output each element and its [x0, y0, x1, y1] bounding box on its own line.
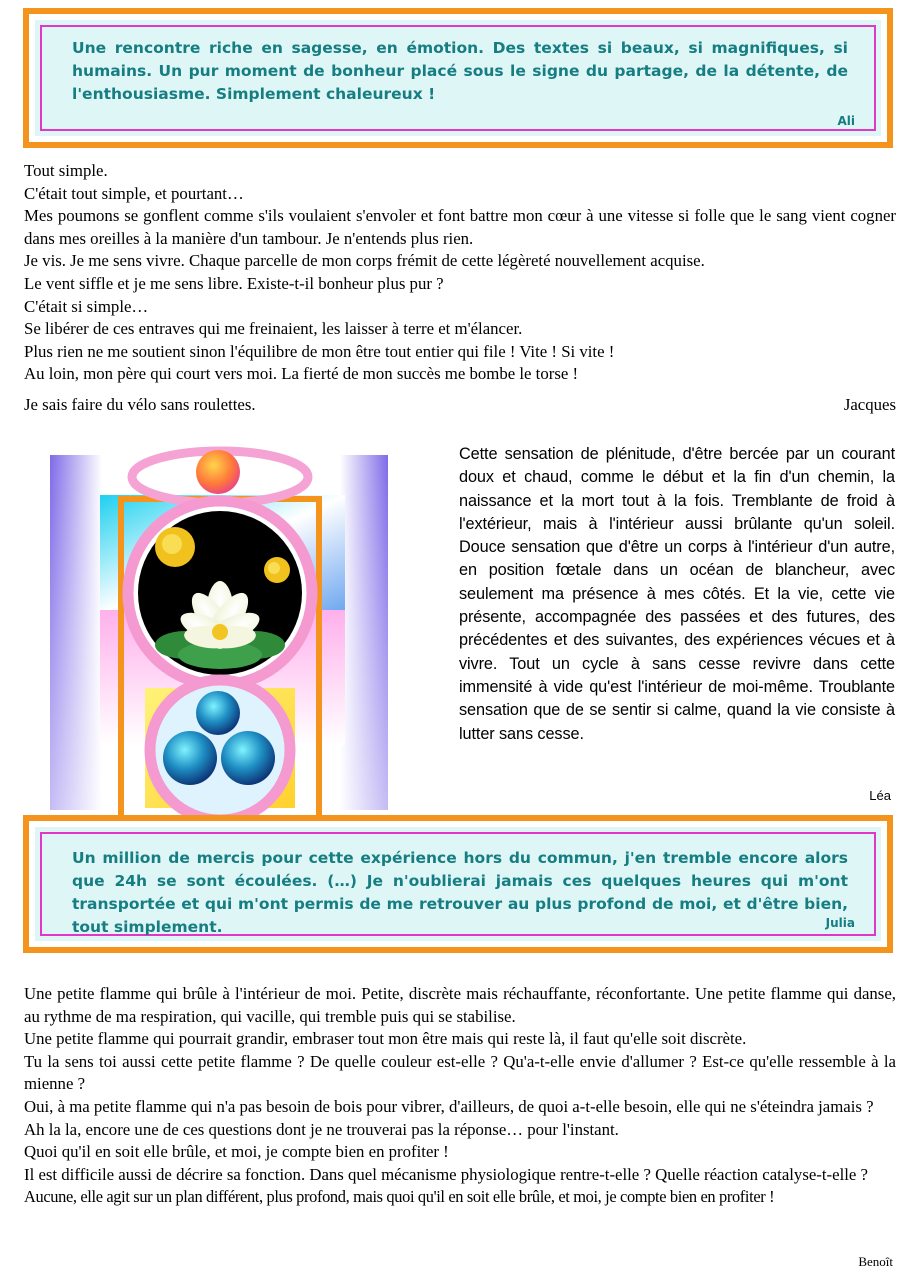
paragraph: Se libérer de ces entraves qui me freinaient, les laisser à terre et m'élancer. [24, 319, 523, 339]
quote-author-ali: Ali [837, 114, 855, 128]
quote-box-julia [40, 832, 876, 936]
paragraph: Mes poumons se gonflent comme s'ils voulaient s'envoler et font battre mon cœur à une vitesse si folle que le sang vient cogner dans mes oreilles à la manière d'un tambour. Je n'entends plus rien. [24, 206, 896, 248]
quote-text-ali: Une rencontre riche en sagesse, en émotion. Des textes si beaux, si magnifiques, si humains. Un pur moment de bonheur placé sous le signe du partage, de la détente, de l'enthousiasme. Simplement chaleureux ! [72, 39, 848, 103]
paragraph: Je vis. Je me sens vivre. Chaque parcelle de mon corps frémit de cette légèreté nouvellement acquise. [24, 251, 705, 271]
paragraph: Tout simple. [24, 161, 108, 180]
paragraph: Oui, à ma petite flamme qui n'a pas besoin de bois pour vibrer, d'ailleurs, de quoi a-t-elle besoin, elle qui ne s'éteindra jamais ? [24, 1096, 874, 1116]
closing-line [24, 394, 896, 417]
paragraph: C'était si simple… [24, 296, 149, 316]
lotus-flower-illustration [50, 440, 390, 820]
quote-box-ali [40, 25, 876, 131]
quote-callout-julia [23, 815, 893, 953]
paragraph: Ah la la, encore une de ces questions dont je ne trouverai pas la réponse… pour l'instant. [24, 1119, 619, 1139]
paragraph: Une petite flamme qui pourrait grandir, embraser tout mon être mais qui reste là, il faut qu'elle soit discrète. [24, 1029, 747, 1049]
text-jacques [24, 160, 896, 417]
quote-author-julia: Julia [825, 916, 855, 930]
paragraph: Au loin, mon père qui court vers moi. La fierté de mon succès me bombe le torse ! [24, 364, 579, 384]
text-benoit [24, 983, 896, 1209]
quote-text-julia: Un million de mercis pour cette expérience hors du commun, j'en tremble encore alors que 24h se sont écoulées. (…) Je n'oublierai jamais ces quelques heures qui m'ont transportée et qui m'ont permis de me retrouver au plus profond de moi, et d'être bien, tout simplement. [72, 849, 848, 936]
author-lea: Léa [869, 788, 891, 803]
paragraph: Il est difficile aussi de décrire sa fonction. Dans quel mécanisme physiologique rentre-t-elle ? Quelle réaction catalyse-t-elle ? [24, 1164, 869, 1184]
paragraph: Tu la sens toi aussi cette petite flamme ? De quelle couleur est-elle ? Qu'a-t-elle envie d'allumer ? Est-ce qu'elle ressemble à la mienne ? [24, 1051, 896, 1094]
paragraph: Plus rien ne me soutient sinon l'équilibre de mon être tout entier qui file ! Vite ! Si vite ! [24, 341, 615, 361]
quote-callout-ali [23, 8, 893, 148]
paragraph: Le vent siffle et je me sens libre. Existe-t-il bonheur plus pur ? [24, 273, 444, 293]
paragraph: Une petite flamme qui brûle à l'intérieur de moi. Petite, discrète mais réchauffante, réconfortante. Une petite flamme qui danse, au rythme de ma respiration, qui vacille, qui tremble puis qui se stabilise. [24, 984, 896, 1026]
author-benoit: Benoît [858, 1254, 893, 1269]
paragraph: C'était tout simple, et pourtant… [24, 183, 244, 203]
closing-text-jacques: Je sais faire du vélo sans roulettes. [24, 394, 256, 414]
paragraph: Quoi qu'il en soit elle brûle, et moi, je compte bien en profiter ! [24, 1142, 449, 1162]
author-jacques: Jacques [843, 394, 896, 414]
paragraph: Aucune, elle agit sur un plan différent, plus profond, mais quoi qu'il en soit elle brûle, et moi, je compte bien en profiter ! [24, 1187, 775, 1207]
text-lea: Cette sensation de plénitude, d'être bercée par un courant doux et chaud, comme le début et la fin d'un chemin, la naissance et la mort tout à la fois. Tremblante de froid à l'extérieur, mais à l'intérieur aussi brûlante qu'un soleil. Douce sensation que d'être un corps à l'intérieur d'un autre, en position fœtale dans un océan de blancheur, avec seulement ma présence à mes côtés. Et la vie, cette vie présente, accompagnée des passées et des futures, des précédentes et des suivantes, des expériences vécues et à vivre. Tout un cycle à sans cesse revivre dans cette immensité à vide qu'est l'intérieur de moi-même. Troublante sensation que de se sentir si calme, quand la vie consiste à lutter sans cesse. [459, 445, 895, 743]
